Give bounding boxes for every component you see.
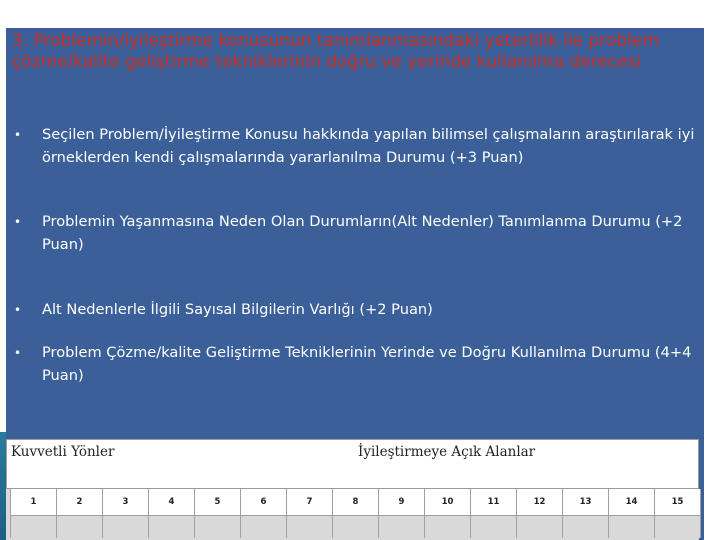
score-cell[interactable] xyxy=(379,489,425,538)
bullet-dot-icon: • xyxy=(14,215,22,229)
score-cell[interactable] xyxy=(149,489,195,538)
score-entry[interactable] xyxy=(563,516,608,538)
slide-title: 3. Problemin/iyileştirme konusunun tanımlanmasındaki yeterlilik ile problem çözme/kalite geliştirme tekniklerinin doğru ve yerinde kullanılma derecesi xyxy=(12,31,659,72)
score-entry[interactable] xyxy=(241,516,286,538)
score-number: 7 xyxy=(287,489,332,516)
score-entry[interactable] xyxy=(609,516,654,538)
score-number: 9 xyxy=(379,489,424,516)
bullet-dot-icon: • xyxy=(14,346,22,360)
score-number: 13 xyxy=(563,489,608,516)
bullet-dot-icon: • xyxy=(14,128,22,142)
score-cell[interactable] xyxy=(195,489,241,538)
improvement-areas-label: İyileştirmeye Açık Alanlar xyxy=(358,444,536,460)
score-cell[interactable] xyxy=(425,489,471,538)
evaluation-labels-row xyxy=(6,439,699,489)
score-cell[interactable] xyxy=(655,489,701,538)
score-entry[interactable] xyxy=(517,516,562,538)
score-cell[interactable] xyxy=(333,489,379,538)
score-cell[interactable] xyxy=(241,489,287,538)
bullet-item xyxy=(12,342,702,387)
score-entry[interactable] xyxy=(103,516,148,538)
score-number: 14 xyxy=(609,489,654,516)
score-number: 11 xyxy=(471,489,516,516)
score-entry[interactable] xyxy=(11,516,56,538)
bullet-item xyxy=(12,299,702,322)
score-entry[interactable] xyxy=(149,516,194,538)
score-cell[interactable] xyxy=(563,489,609,538)
score-cell[interactable] xyxy=(287,489,333,538)
score-entry[interactable] xyxy=(195,516,240,538)
score-entry[interactable] xyxy=(379,516,424,538)
score-number: 1 xyxy=(11,489,56,516)
score-entry[interactable] xyxy=(471,516,516,538)
score-cell[interactable] xyxy=(517,489,563,538)
score-number: 15 xyxy=(655,489,700,516)
strengths-label: Kuvvetli Yönler xyxy=(11,444,115,460)
score-number: 8 xyxy=(333,489,378,516)
score-number: 5 xyxy=(195,489,240,516)
score-cell[interactable] xyxy=(609,489,655,538)
score-number: 12 xyxy=(517,489,562,516)
bullet-item xyxy=(12,211,702,256)
score-entry[interactable] xyxy=(333,516,378,538)
score-number: 6 xyxy=(241,489,286,516)
bullet-dot-icon: • xyxy=(14,303,22,317)
score-number: 3 xyxy=(103,489,148,516)
score-scale-table xyxy=(10,489,701,538)
score-cell[interactable] xyxy=(471,489,517,538)
score-number: 4 xyxy=(149,489,194,516)
bullet-text: Problemin Yaşanmasına Neden Olan Durumların(Alt Nedenler) Tanımlanma Durumu (+2 Puan) xyxy=(42,213,683,253)
score-cell[interactable] xyxy=(103,489,149,538)
score-entry[interactable] xyxy=(57,516,102,538)
score-cell[interactable] xyxy=(11,489,57,538)
score-number: 10 xyxy=(425,489,470,516)
bullet-text: Seçilen Problem/İyileştirme Konusu hakkında yapılan bilimsel çalışmaların araştırılarak iyi örneklerden kendi çalışmalarında yararlanılma Durumu (+3 Puan) xyxy=(42,126,695,166)
score-entry[interactable] xyxy=(287,516,332,538)
bullet-item xyxy=(12,124,702,169)
score-cell[interactable] xyxy=(57,489,103,538)
score-entry[interactable] xyxy=(425,516,470,538)
bullet-text: Problem Çözme/kalite Geliştirme Tekniklerinin Yerinde ve Doğru Kullanılma Durumu (4+4 Puan) xyxy=(42,344,692,384)
bullet-text: Alt Nedenlerle İlgili Sayısal Bilgilerin Varlığı (+2 Puan) xyxy=(42,301,433,318)
score-number: 2 xyxy=(57,489,102,516)
score-entry[interactable] xyxy=(655,516,700,538)
